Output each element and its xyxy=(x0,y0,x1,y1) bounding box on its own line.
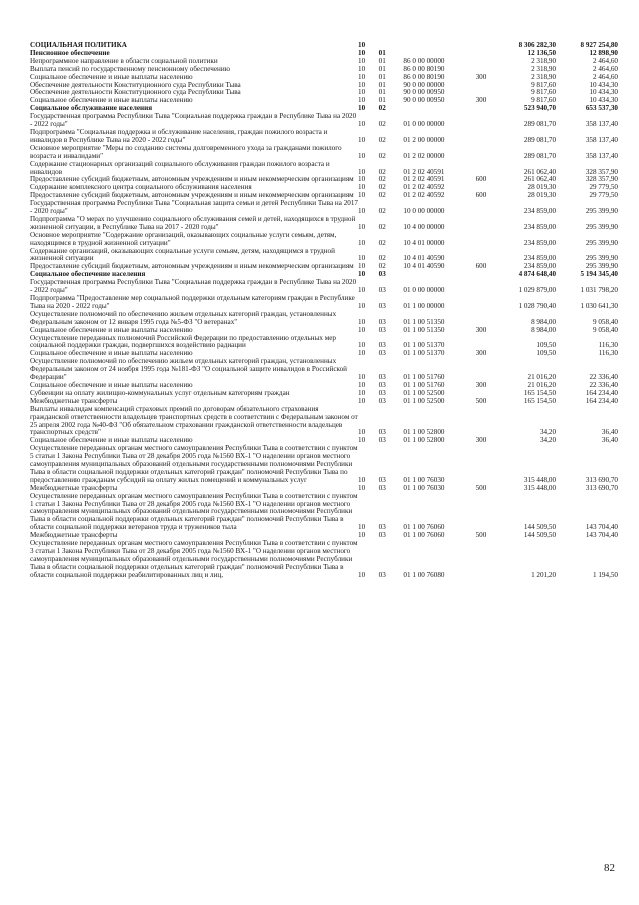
row-name: Содержание стационарных организаций социального обслуживания граждан пожилого возраста и инвалидов xyxy=(30,159,330,176)
section-code: 10 xyxy=(358,262,366,271)
amount-year-1: 234 859,00 xyxy=(523,254,557,263)
subsection-code: 02 xyxy=(378,222,386,231)
amount-year-1: 234 859,00 xyxy=(523,207,557,216)
row-name: Осуществление полномочий по обеспечению жильем отдельных категорий граждан, установленных Федеральным законом от 24 ноября 1995 года №181-ФЗ "О социальной защите инвалидов в Российской Федерации" xyxy=(30,357,348,382)
subsection-code: 03 xyxy=(378,570,386,579)
target-article-code: 01 0 00 00000 xyxy=(403,286,445,295)
section-code: 10 xyxy=(358,475,366,484)
row-name: Межбюджетные трансферты xyxy=(30,483,118,492)
amount-year-2: 358 137,40 xyxy=(585,120,618,129)
row-name: Социальное обеспечение и иные выплаты населению xyxy=(30,380,193,389)
row-name: Осуществление переданных полномочий Российской Федерации по предоставлению отдельных мер социальной поддержки граждан, подвергшихся воздействию радиации xyxy=(30,333,337,350)
amount-year-1: 34,20 xyxy=(539,428,557,437)
subsection-code: 03 xyxy=(378,388,386,397)
target-article-code: 01 1 00 51350 xyxy=(403,325,445,334)
section-code: 10 xyxy=(358,80,366,89)
expense-type-code: 500 xyxy=(475,396,487,405)
section-code: 10 xyxy=(358,317,366,326)
expense-type-code xyxy=(476,42,499,50)
target-article-code xyxy=(403,105,475,113)
row-name: Социальное обслуживание населения xyxy=(30,104,153,113)
expense-type-code xyxy=(476,145,499,161)
expense-type-code: 500 xyxy=(475,483,487,492)
subsection-code: 03 xyxy=(378,373,386,382)
section-code: 10 xyxy=(358,88,366,97)
amount-year-1: 8 984,00 xyxy=(531,317,557,326)
section-code: 10 xyxy=(358,436,366,445)
amount-year-1: 8 984,00 xyxy=(531,325,557,334)
target-article-code: 01 1 00 52800 xyxy=(403,436,445,445)
target-article-code: 86 0 00 00000 xyxy=(403,56,445,65)
amount-year-2: 295 399,90 xyxy=(585,207,618,216)
amount-year-2: 358 137,40 xyxy=(585,151,618,160)
row-name: Социальное обеспечение и иные выплаты населению xyxy=(30,436,193,445)
expense-type-code: 600 xyxy=(475,262,487,271)
section-code: 10 xyxy=(358,175,366,184)
amount-year-2: 295 399,90 xyxy=(585,222,618,231)
row-name: Межбюджетные трансферты xyxy=(30,396,118,405)
amount-year-2: 313 690,70 xyxy=(585,475,618,484)
subsection-code: 01 xyxy=(378,72,386,81)
amount-year-1: 144 509,50 xyxy=(523,531,557,540)
amount-year-1: 109,50 xyxy=(536,349,557,358)
table-row xyxy=(30,493,618,533)
expense-type-code xyxy=(476,129,499,145)
amount-year-1: 28 019,30 xyxy=(527,183,557,192)
target-article-code: 01 2 02 40592 xyxy=(403,191,445,200)
subsection-code: 02 xyxy=(378,262,386,271)
subsection-code: 03 xyxy=(378,396,386,405)
subsection-code: 02 xyxy=(378,183,386,192)
amount-year-1: 1 201,20 xyxy=(531,570,557,579)
subsection-code: 02 xyxy=(378,120,386,129)
expense-type-code xyxy=(476,493,499,533)
amount-year-1: 21 016,20 xyxy=(527,373,557,382)
amount-year-1: 289 081,70 xyxy=(523,135,557,144)
target-article-code: 10 4 01 00000 xyxy=(403,238,445,247)
row-name: Социальное обеспечение и иные выплаты населению xyxy=(30,325,193,334)
section-code: 10 xyxy=(358,183,366,192)
subsection-code: 03 xyxy=(378,301,386,310)
subsection-code: 02 xyxy=(378,191,386,200)
expense-type-code xyxy=(476,161,499,177)
row-name: Подпрограмма "Предоставление мер социальной поддержки отдельным категориям граждан в Республике Тыва на 2020 - 2022 годы" xyxy=(30,294,355,310)
amount-year-1: 234 859,00 xyxy=(523,222,557,231)
amount-year-2: 29 779,50 xyxy=(589,191,618,200)
section-code: 10 xyxy=(358,428,366,437)
section-code: 10 xyxy=(358,570,366,579)
subsection-code: 03 xyxy=(378,436,386,445)
amount-year-2: 295 399,90 xyxy=(585,254,618,263)
amount-year-2: 1 031 798,20 xyxy=(580,286,618,295)
amount-year-2: 1 030 641,30 xyxy=(580,301,618,310)
amount-year-2: 143 704,40 xyxy=(585,523,618,532)
section-code: 10 xyxy=(358,191,366,200)
amount-year-2: 36,40 xyxy=(601,428,618,437)
amount-year-1: 2 318,90 xyxy=(531,56,557,65)
section-code: 10 xyxy=(358,104,366,113)
table-row xyxy=(30,113,618,129)
amount-year-2: 1 194,50 xyxy=(593,570,618,579)
subsection-code: 03 xyxy=(378,286,386,295)
target-article-code: 01 1 00 00000 xyxy=(403,301,445,310)
target-article-code: 01 1 00 52500 xyxy=(403,396,445,405)
section-code: 10 xyxy=(358,254,366,263)
subsection-code: 01 xyxy=(378,80,386,89)
amount-year-1: 315 448,00 xyxy=(523,475,557,484)
table-row xyxy=(30,216,618,232)
row-name: СОЦИАЛЬНАЯ ПОЛИТИКА xyxy=(30,41,127,49)
row-name: Осуществление переданных органам местного самоуправления Республики Тыва в соответствии с пунктом 3 статьи 1 Закона Республики Тыва от 28 декабря 2005 года №1560 ВХ-1 "О наделении органов местного самоуправления муниципальных образований отдельными государственными полномочиями Республики Тыва в области социальной поддержки отдельных категорий граждан" полномочий Республики Тыва в области социальной поддержки реабилитированных лиц и лиц, xyxy=(30,539,358,579)
expense-type-code: 300 xyxy=(475,96,487,105)
row-name: Социальное обеспечение населения xyxy=(30,270,146,279)
target-article-code: 01 1 00 51760 xyxy=(403,380,445,389)
expense-type-code xyxy=(476,311,499,327)
amount-year-2: 164 234,40 xyxy=(585,388,618,397)
target-article-code xyxy=(403,42,475,50)
amount-year-2: 5 194 345,40 xyxy=(580,270,618,279)
amount-year-2: 295 399,90 xyxy=(585,238,618,247)
row-name: Обеспечение деятельности Конституционного суда Республики Тыва xyxy=(30,88,241,97)
subsection-code: 03 xyxy=(378,428,386,437)
expense-type-code xyxy=(476,248,499,264)
section-code: 10 xyxy=(358,120,366,129)
expense-type-code: 300 xyxy=(475,349,487,358)
amount-year-1: 4 874 648,40 xyxy=(518,270,557,279)
amount-year-1: 8 306 282,30 xyxy=(518,41,557,49)
target-article-code: 01 2 02 40591 xyxy=(403,167,445,176)
expense-type-code xyxy=(476,50,499,58)
section-code: 10 xyxy=(358,341,366,350)
expense-type-code xyxy=(476,358,499,382)
table-row xyxy=(30,445,618,485)
page-number: 82 xyxy=(604,862,615,874)
amount-year-1: 28 019,30 xyxy=(527,191,557,200)
section-code: 10 xyxy=(358,207,366,216)
section-code: 10 xyxy=(358,396,366,405)
row-name: Государственная программа Республики Тыва "Социальная поддержка граждан в Республике Тыва на 2020 - 2022 годы" xyxy=(30,278,357,295)
target-article-code: 01 0 00 00000 xyxy=(403,120,445,129)
expense-type-code: 300 xyxy=(475,325,487,334)
amount-year-2: 22 336,40 xyxy=(589,380,618,389)
row-name: Содержание комплексного центра социального обслуживания населения xyxy=(30,183,252,192)
target-article-code: 01 1 00 51370 xyxy=(403,341,445,350)
amount-year-2: 9 058,40 xyxy=(593,325,618,334)
target-article-code: 10 4 00 00000 xyxy=(403,222,445,231)
amount-year-2: 116,30 xyxy=(598,341,618,350)
amount-year-2: 2 464,60 xyxy=(593,56,618,65)
subsection-code: 03 xyxy=(378,270,386,279)
amount-year-2: 328 357,90 xyxy=(585,167,618,176)
amount-year-1: 109,50 xyxy=(536,341,557,350)
section-code: 10 xyxy=(358,531,366,540)
row-name: Содержание организаций, оказывающих социальные услуги семьям, детям, находящимся в трудной жизненной ситуации xyxy=(30,246,335,263)
expense-type-code xyxy=(476,113,499,129)
subsection-code: 02 xyxy=(378,104,386,113)
target-article-code: 86 0 00 80190 xyxy=(403,72,445,81)
amount-year-2: 2 464,60 xyxy=(593,64,618,73)
amount-year-1: 2 318,90 xyxy=(531,64,557,73)
amount-year-2: 143 704,40 xyxy=(585,531,618,540)
target-article-code: 90 0 00 00950 xyxy=(403,96,445,105)
row-name: Обеспечение деятельности Конституционного суда Республики Тыва xyxy=(30,80,241,89)
row-name: Подпрограмма "Социальная поддержка и обслуживание населения, граждан пожилого возраста и инвалидов в Республике Тыва на 2020 - 2022 годы" xyxy=(30,127,328,144)
table-row xyxy=(30,129,618,145)
row-name: Пенсионное обеспечение xyxy=(30,48,110,57)
amount-year-2: 29 779,50 xyxy=(589,183,618,192)
target-article-code: 10 0 00 00000 xyxy=(403,207,445,216)
amount-year-1: 315 448,00 xyxy=(523,483,557,492)
amount-year-1: 523 940,70 xyxy=(523,104,557,113)
section-code: 10 xyxy=(358,388,366,397)
section-code: 10 xyxy=(358,483,366,492)
amount-year-1: 234 859,00 xyxy=(523,238,557,247)
target-article-code: 10 4 01 40590 xyxy=(403,254,445,263)
target-article-code: 01 1 00 76080 xyxy=(403,570,445,579)
section-code: 10 xyxy=(358,222,366,231)
target-article-code: 01 1 00 76030 xyxy=(403,483,445,492)
section-code: 10 xyxy=(358,380,366,389)
expense-type-code: 500 xyxy=(475,531,487,540)
table-row xyxy=(30,335,618,351)
expense-type-code xyxy=(476,406,499,438)
amount-year-1: 9 817,60 xyxy=(531,96,557,105)
expense-type-code xyxy=(476,58,499,66)
budget-table xyxy=(30,42,618,580)
section-code: 10 xyxy=(358,349,366,358)
amount-year-1: 261 062,40 xyxy=(523,175,557,184)
table-row xyxy=(30,161,618,177)
amount-year-2: 313 690,70 xyxy=(585,483,618,492)
row-name: Выплаты инвалидам компенсаций страховых премий по договорам обязательного страхования гражданской ответственности владельцев транспортных средств в соответствии с Федеральным законом от 25 апреля 2002 года №40-ФЗ "Об обязательном страховании гражданской ответственности владельцев транспортных средств" xyxy=(30,404,358,437)
expense-type-code xyxy=(476,540,499,580)
table-row xyxy=(30,358,618,382)
table-row xyxy=(30,200,618,216)
section-code: 10 xyxy=(358,96,366,105)
subsection-code: 01 xyxy=(378,64,386,73)
amount-year-1: 289 081,70 xyxy=(523,120,557,129)
expense-type-code xyxy=(476,445,499,485)
subsection-code: 03 xyxy=(378,325,386,334)
amount-year-1: 9 817,60 xyxy=(531,80,557,89)
section-code: 10 xyxy=(358,270,366,279)
amount-year-2: 9 058,40 xyxy=(593,317,618,326)
subsection-code: 02 xyxy=(378,254,386,263)
target-article-code: 90 0 00 00950 xyxy=(403,88,445,97)
subsection-code: 01 xyxy=(378,96,386,105)
row-name: Государственная программа Республики Тыва "Социальная поддержка граждан в Республике Тыва на 2020 - 2022 годы" xyxy=(30,112,357,129)
subsection-code: 03 xyxy=(378,523,386,532)
row-name: Социальное обеспечение и иные выплаты населению xyxy=(30,72,193,81)
expense-type-code xyxy=(476,216,499,232)
target-article-code: 10 4 01 40590 xyxy=(403,262,445,271)
expense-type-code xyxy=(476,279,499,295)
row-name: Осуществление переданных органам местного самоуправления Республики Тыва в соответствии с пунктом 1 статьи 1 Закона Республики Тыва от 28 декабря 2005 года №1560 ВХ-1 "О наделении органов местного самоуправления муниципальных образований отдельными государственными полномочиями Республики Тыва в области социальной поддержки отдельных категорий граждан" полномочий Республики Тыва в области социальной поддержки ветеранов труда и тружеников тыла xyxy=(30,491,358,532)
row-name: Социальное обеспечение и иные выплаты населению xyxy=(30,349,193,358)
subsection-code: 03 xyxy=(378,317,386,326)
expense-type-code xyxy=(476,271,499,279)
expense-type-code: 600 xyxy=(475,175,487,184)
subsection-code: 02 xyxy=(378,167,386,176)
amount-year-2: 328 357,90 xyxy=(585,175,618,184)
table-row xyxy=(30,295,618,311)
amount-year-2: 164 234,40 xyxy=(585,396,618,405)
row-name: Государственная программа Республики Тыва "Социальная защита семьи и детей Республики Тыва на 2017 - 2020 годы" xyxy=(30,199,358,216)
table-row xyxy=(30,279,618,295)
amount-year-1: 9 817,60 xyxy=(531,88,557,97)
row-name: Осуществление полномочий по обеспечению жильем отдельных категорий граждан, установленных Федеральным законом от 12 января 1995 года №5-ФЗ "О ветеранах" xyxy=(30,309,337,326)
table-row xyxy=(30,540,618,580)
expense-type-code xyxy=(476,232,499,248)
amount-year-2: 10 434,30 xyxy=(589,88,618,97)
row-name: Социальное обеспечение и иные выплаты населению xyxy=(30,96,193,105)
target-article-code: 01 1 00 52800 xyxy=(403,428,445,437)
subsection-code: 03 xyxy=(378,341,386,350)
amount-year-2: 295 399,90 xyxy=(585,262,618,271)
expense-type-code xyxy=(476,82,499,90)
subsection-code: 02 xyxy=(378,151,386,160)
subsection-code: 03 xyxy=(378,380,386,389)
expense-type-code xyxy=(476,295,499,311)
budget-table-body xyxy=(30,42,618,580)
amount-year-2: 116,30 xyxy=(598,349,618,358)
amount-year-2: 22 336,40 xyxy=(589,373,618,382)
row-name: Выплата пенсий по государственному пенсионному обеспечению xyxy=(30,64,230,73)
subsection-code: 03 xyxy=(378,483,386,492)
target-article-code: 01 1 00 76060 xyxy=(403,523,445,532)
section-code: 10 xyxy=(358,286,366,295)
section-code: 10 xyxy=(358,301,366,310)
amount-year-1: 234 859,00 xyxy=(523,262,557,271)
amount-year-2: 8 927 254,80 xyxy=(580,41,618,49)
section-code: 10 xyxy=(358,72,366,81)
subsection-code: 02 xyxy=(378,135,386,144)
table-row xyxy=(30,145,618,161)
table-row xyxy=(30,248,618,264)
section-code: 10 xyxy=(358,373,366,382)
amount-year-1: 1 028 790,40 xyxy=(518,301,557,310)
amount-year-1: 165 154,50 xyxy=(523,388,557,397)
amount-year-2: 36,40 xyxy=(601,436,618,445)
section-code: 10 xyxy=(358,41,366,49)
amount-year-1: 34,20 xyxy=(539,436,557,445)
row-name: Основное мероприятие "Меры по созданию системы долговременного ухода за гражданами пожилого возраста и инвалидами" xyxy=(30,143,342,160)
subsection-code: 03 xyxy=(378,349,386,358)
section-code: 10 xyxy=(358,523,366,532)
subsection-code: 03 xyxy=(378,475,386,484)
amount-year-1: 12 136,50 xyxy=(527,48,557,57)
amount-year-2: 653 537,30 xyxy=(585,104,618,113)
target-article-code: 90 0 00 00000 xyxy=(403,80,445,89)
table-row xyxy=(30,406,618,438)
expense-type-code: 300 xyxy=(475,72,487,81)
subsection-code: 02 xyxy=(378,175,386,184)
subsection-code: 02 xyxy=(378,238,386,247)
amount-year-2: 12 898,90 xyxy=(589,48,618,57)
amount-year-1: 289 081,70 xyxy=(523,151,557,160)
subsection-code: 01 xyxy=(378,88,386,97)
target-article-code: 01 2 02 40592 xyxy=(403,183,445,192)
row-name: Основное мероприятие "Содержание организаций, оказывающих социальные услуги семьям, детям, находящимся в трудной жизненной ситуации" xyxy=(30,230,337,247)
amount-year-1: 21 016,20 xyxy=(527,380,557,389)
target-article-code xyxy=(403,271,475,279)
section-code: 10 xyxy=(358,238,366,247)
subsection-code: 01 xyxy=(378,56,386,65)
section-code: 10 xyxy=(358,325,366,334)
expense-type-code: 300 xyxy=(475,436,487,445)
section-code: 10 xyxy=(358,56,366,65)
table-row xyxy=(30,311,618,327)
expense-type-code xyxy=(476,335,499,351)
row-name: Предоставление субсидий бюджетным, автономным учреждениям и иным некоммерческим организациям xyxy=(30,262,354,271)
amount-year-1: 165 154,50 xyxy=(523,396,557,405)
amount-year-1: 144 509,50 xyxy=(523,523,557,532)
amount-year-2: 2 464,60 xyxy=(593,72,618,81)
row-name: Межбюджетные трансферты xyxy=(30,531,118,540)
subsection-code: 02 xyxy=(378,207,386,216)
row-name: Предоставление субсидий бюджетным, автономным учреждениям и иным некоммерческим организациям xyxy=(30,175,354,184)
target-article-code: 01 1 00 76030 xyxy=(403,475,445,484)
section-code: 10 xyxy=(358,167,366,176)
table-row xyxy=(30,232,618,248)
amount-year-1: 1 029 879,00 xyxy=(518,286,557,295)
section-code: 10 xyxy=(358,151,366,160)
expense-type-code: 600 xyxy=(475,191,487,200)
row-name: Предоставление субсидий бюджетным, автономным учреждениям и иным некоммерческим организациям xyxy=(30,191,354,200)
expense-type-code: 300 xyxy=(475,380,487,389)
target-article-code: 01 2 00 00000 xyxy=(403,135,445,144)
section-code: 10 xyxy=(358,48,366,57)
target-article-code: 01 1 00 51350 xyxy=(403,317,445,326)
amount-year-1: 261 062,40 xyxy=(523,167,557,176)
expense-type-code xyxy=(476,200,499,216)
target-article-code: 01 1 00 51760 xyxy=(403,373,445,382)
target-article-code: 01 2 02 00000 xyxy=(403,151,445,160)
section-code: 10 xyxy=(358,135,366,144)
section-code: 10 xyxy=(358,64,366,73)
target-article-code: 01 1 00 51370 xyxy=(403,349,445,358)
amount-year-2: 10 434,30 xyxy=(589,80,618,89)
amount-year-1: 2 318,90 xyxy=(531,72,557,81)
target-article-code: 01 2 02 40591 xyxy=(403,175,445,184)
amount-year-2: 10 434,30 xyxy=(589,96,618,105)
expense-type-code xyxy=(476,105,499,113)
row-name: Непрограммное направление в области социальной политики xyxy=(30,56,218,65)
row-name: Осуществление переданных органам местного самоуправления Республики Тыва в соответствии с пунктом 5 статьи 1 Закона Республики Тыва от 28 декабря 2005 года №1560 ВХ-1 "О наделении органов местного самоуправления муниципальных образований отдельными государственными полномочиями Республики Тыва в области социальной поддержки отдельных категорий граждан" полномочий Республики Тыва по предоставлению гражданам субсидий на оплату жилых помещений и коммунальных услуг xyxy=(30,444,358,484)
target-article-code: 01 1 00 52500 xyxy=(403,388,445,397)
subsection-code: 01 xyxy=(378,48,386,57)
row-name: Подпрограмма "О мерах по улучшению социального обслуживания семей и детей, находящихся в трудной жизненной ситуации, в Республике Тыва на 2017 - 2020 годы" xyxy=(30,214,356,231)
subsection-code: 03 xyxy=(378,531,386,540)
row-name: Субвенции на оплату жилищно-коммунальных услуг отдельным категориям граждан xyxy=(30,388,290,397)
target-article-code: 01 1 00 76060 xyxy=(403,531,445,540)
amount-year-2: 358 137,40 xyxy=(585,135,618,144)
target-article-code: 86 0 00 80190 xyxy=(403,64,445,73)
